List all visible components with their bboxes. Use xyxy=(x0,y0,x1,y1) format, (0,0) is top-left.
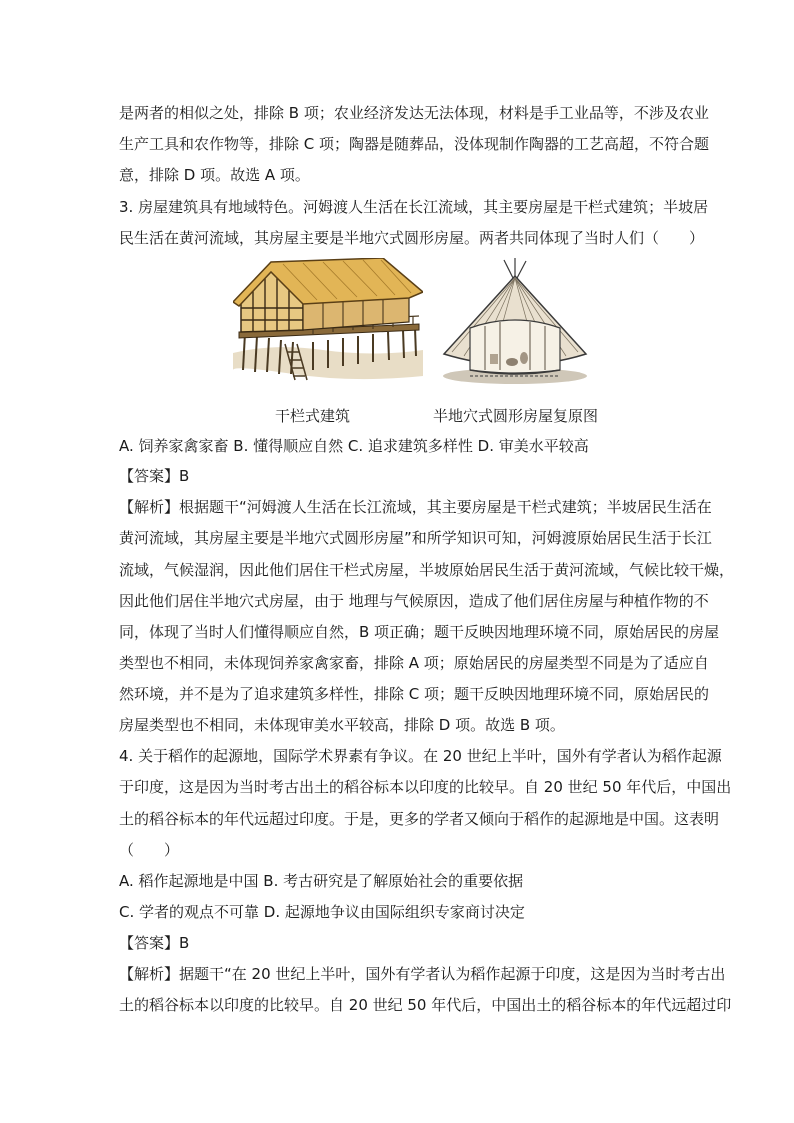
analysis-line: 同，体现了当时人们懂得顺应自然，B 项正确；题干反映因地理环境不同，原始居民的房屋 xyxy=(119,623,720,641)
question-4-options: C. 学者的观点不可靠 D. 起源地争议由国际组织专家商讨决定 xyxy=(119,903,525,921)
figure-caption-left: 干栏式建筑 xyxy=(275,407,351,425)
question-4-stem: 4. 关于稻作的起源地，国际学术界素有争议。在 20 世纪上半叶，国外有学者认为稻作起源 xyxy=(119,747,722,765)
analysis-line: 房屋类型也不相同，未体现审美水平较高，排除 D 项。故选 B 项。 xyxy=(119,716,565,734)
analysis-line: 类型也不相同，未体现饲养家禽家畜，排除 A 项；原始居民的房屋类型不同是为了适应自 xyxy=(119,654,709,672)
analysis-line: 然环境，并不是为了追求建筑多样性，排除 C 项；题干反映因地理环境不同，原始居民的 xyxy=(119,685,710,703)
question-4-options: A. 稻作起源地是中国 B. 考古研究是了解原始社会的重要依据 xyxy=(119,872,524,890)
figure-caption-right: 半地穴式圆形房屋复原图 xyxy=(433,407,599,425)
text-line: 是两者的相似之处，排除 B 项；农业经济发达无法体现，材料是手工业品等，不涉及农业 xyxy=(119,104,709,122)
analysis-line: 【解析】据题干“在 20 世纪上半叶，国外有学者认为稻作起源于印度，这是因为当时考古出 xyxy=(119,965,726,983)
question-4-stem: 于印度，这是因为当时考古出土的稻谷标本以印度的比较早。自 20 世纪 50 年代后，中国出 xyxy=(119,778,732,796)
question-4-stem: 土的稻谷标本的年代远超过印度。于是，更多的学者又倾向于稻作的起源地是中国。这表明 xyxy=(119,810,720,828)
analysis-line: 流域，气候湿润，因此他们居住干栏式房屋，半坡原始居民生活于黄河流域，气候比较干燥， xyxy=(119,561,735,579)
round-house-illustration xyxy=(440,258,590,386)
question-3-stem: 3. 房屋建筑具有地域特色。河姆渡人生活在长江流域，其主要房屋是干栏式建筑；半坡居 xyxy=(119,198,709,216)
analysis-line: 黄河流域，其房屋主要是半地穴式圆形房屋”和所学知识可知，河姆渡原始居民生活于长江 xyxy=(119,529,712,547)
answer-label: 【答案】B xyxy=(119,934,190,952)
analysis-line: 因此他们居住半地穴式房屋，由于 地理与气候原因，造成了他们居住房屋与种植作物的不 xyxy=(119,592,709,610)
stilt-house-illustration xyxy=(233,258,423,383)
question-3-stem: 民生活在黄河流域，其房屋主要是半地穴式圆形房屋。两者共同体现了当时人们（ ） xyxy=(119,229,705,247)
analysis-line: 土的稻谷标本以印度的比较早。自 20 世纪 50 年代后，中国出土的稻谷标本的年代远超过印 xyxy=(119,996,732,1014)
question-4-stem: （ ） xyxy=(119,841,180,859)
analysis-line: 【解析】根据题干“河姆渡人生活在长江流域，其主要房屋是干栏式建筑；半坡居民生活在 xyxy=(119,498,712,516)
question-3-options: A. 饲养家禽家畜 B. 懂得顺应自然 C. 追求建筑多样性 D. 审美水平较高 xyxy=(119,437,589,455)
text-line: 生产工具和农作物等，排除 C 项；陶器是随葬品，没体现制作陶器的工艺高超，不符合题 xyxy=(119,135,710,153)
text-line: 意，排除 D 项。故选 A 项。 xyxy=(119,166,310,184)
answer-label: 【答案】B xyxy=(119,467,190,485)
